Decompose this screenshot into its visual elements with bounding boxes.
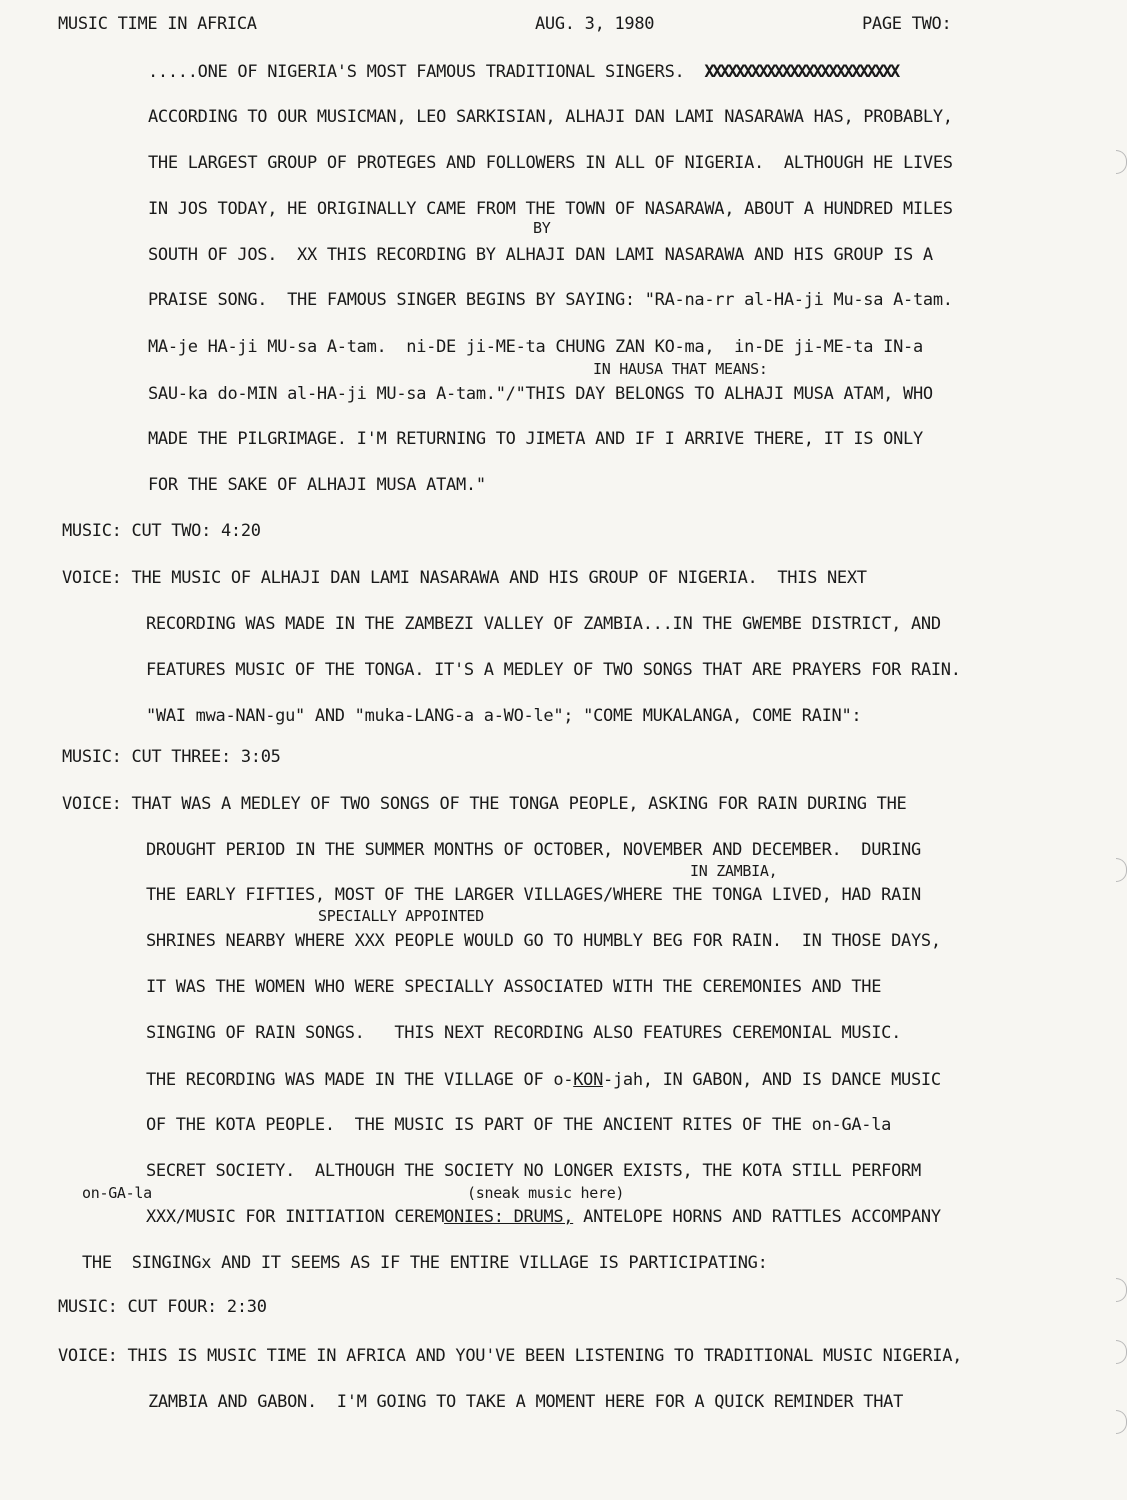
script-line: THE EARLY FIFTIES, MOST OF THE LARGER VILLAGES/WHERE THE TONGA LIVED, HAD RAIN [146, 885, 921, 905]
handwritten-insert: SPECIALLY APPOINTED [318, 907, 484, 925]
binder-hole-mark [1116, 1340, 1127, 1364]
script-line: IN JOS TODAY, HE ORIGINALLY CAME FROM THE TOWN OF NASARAWA, ABOUT A HUNDRED MILES [148, 199, 953, 219]
script-line: SINGING OF RAIN SONGS. THIS NEXT RECORDING ALSO FEATURES CEREMONIAL MUSIC. [146, 1023, 902, 1043]
script-line: DROUGHT PERIOD IN THE SUMMER MONTHS OF OCTOBER, NOVEMBER AND DECEMBER. DURING [146, 840, 921, 860]
script-line: THE RECORDING WAS MADE IN THE VILLAGE OF o-KON-jah, IN GABON, AND IS DANCE MUSIC [146, 1070, 941, 1090]
script-line: PRAISE SONG. THE FAMOUS SINGER BEGINS BY SAYING: "RA-na-rr al-HA-ji Mu-sa A-tam. [148, 290, 953, 310]
script-line: THE LARGEST GROUP OF PROTEGES AND FOLLOWERS IN ALL OF NIGERIA. ALTHOUGH HE LIVES [148, 153, 953, 173]
script-line: SOUTH OF JOS. XX THIS RECORDING BY ALHAJI DAN LAMI NASARAWA AND HIS GROUP IS A [148, 245, 933, 265]
underlined-text: ONIES: DRUMS, [444, 1207, 574, 1227]
binder-hole-mark [1116, 858, 1127, 882]
script-line: FOR THE SAKE OF ALHAJI MUSA ATAM." [148, 475, 486, 495]
cue-music: MUSIC: CUT TWO: 4:20 [62, 521, 261, 541]
script-line: RECORDING WAS MADE IN THE ZAMBEZI VALLEY OF ZAMBIA...IN THE GWEMBE DISTRICT, AND [146, 614, 941, 634]
handwritten-insert: BY [533, 219, 551, 237]
script-line: XXX/MUSIC FOR INITIATION CEREMONIES: DRUMS, ANTELOPE HORNS AND RATTLES ACCOMPANY [146, 1207, 941, 1227]
underlined-text: KON [573, 1070, 604, 1090]
handwritten-insert-left: on-GA-la [82, 1184, 152, 1202]
binder-hole-mark [1116, 1410, 1127, 1434]
cue-voice: VOICE: THIS IS MUSIC TIME IN AFRICA AND YOU'VE BEEN LISTENING TO TRADITIONAL MUSIC NIGERIA, [58, 1346, 963, 1366]
script-line: ZAMBIA AND GABON. I'M GOING TO TAKE A MOMENT HERE FOR A QUICK REMINDER THAT [148, 1392, 904, 1412]
program-title: MUSIC TIME IN AFRICA [58, 14, 257, 34]
script-line: MADE THE PILGRIMAGE. I'M RETURNING TO JIMETA AND IF I ARRIVE THERE, IT IS ONLY [148, 429, 923, 449]
script-line: THE SINGINGx AND IT SEEMS AS IF THE ENTIRE VILLAGE IS PARTICIPATING: [82, 1253, 768, 1273]
handwritten-insert: IN HAUSA THAT MEANS: [593, 360, 768, 378]
handwritten-insert: IN ZAMBIA, [690, 862, 778, 880]
cue-label: MUSIC: [58, 1297, 118, 1317]
cue-label: VOICE: [58, 1346, 118, 1366]
cue-label: MUSIC: [62, 521, 122, 541]
script-line: .....ONE OF NIGERIA'S MOST FAMOUS TRADITIONAL SINGERS. XXXXXXXXXXXXXXXXXXXXXXXXX [148, 62, 898, 82]
cue-voice: VOICE: THAT WAS A MEDLEY OF TWO SONGS OF THE TONGA PEOPLE, ASKING FOR RAIN DURING THE [62, 794, 907, 814]
cue-music: MUSIC: CUT THREE: 3:05 [62, 747, 281, 767]
script-line: SAU-ka do-MIN al-HA-ji MU-sa A-tam."/"THIS DAY BELONGS TO ALHAJI MUSA ATAM, WHO [148, 384, 933, 404]
cue-voice: VOICE: THE MUSIC OF ALHAJI DAN LAMI NASARAWA AND HIS GROUP OF NIGERIA. THIS NEXT [62, 568, 867, 588]
cue-label: VOICE: [62, 568, 122, 588]
script-line: SHRINES NEARBY WHERE XXX PEOPLE WOULD GO TO HUMBLY BEG FOR RAIN. IN THOSE DAYS, [146, 931, 941, 951]
page-number: PAGE TWO: [862, 14, 952, 34]
script-line: IT WAS THE WOMEN WHO WERE SPECIALLY ASSOCIATED WITH THE CEREMONIES AND THE [146, 977, 882, 997]
handwritten-insert-left: THE [82, 1253, 112, 1273]
script-line: "WAI mwa-NAN-gu" AND "muka-LANG-a a-WO-le"; "COME MUKALANGA, COME RAIN": [146, 706, 862, 726]
cue-label: VOICE: [62, 794, 122, 814]
script-line: ACCORDING TO OUR MUSICMAN, LEO SARKISIAN, ALHAJI DAN LAMI NASARAWA HAS, PROBABLY, [148, 107, 953, 127]
cue-music: MUSIC: CUT FOUR: 2:30 [58, 1297, 267, 1317]
handwritten-insert: (sneak music here) [467, 1184, 625, 1202]
script-line: SECRET SOCIETY. ALTHOUGH THE SOCIETY NO LONGER EXISTS, THE KOTA STILL PERFORM [146, 1161, 921, 1181]
script-line: FEATURES MUSIC OF THE TONGA. IT'S A MEDLEY OF TWO SONGS THAT ARE PRAYERS FOR RAIN. [146, 660, 961, 680]
script-line: OF THE KOTA PEOPLE. THE MUSIC IS PART OF THE ANCIENT RITES OF THE on-GA-la [146, 1115, 892, 1135]
cue-label: MUSIC: [62, 747, 122, 767]
binder-hole-mark [1116, 150, 1127, 174]
struck-out-text: XXXXXXXXXXXXXXXXXXXXXXXXX [704, 62, 898, 82]
script-line: MA-je HA-ji MU-sa A-tam. ni-DE ji-ME-ta CHUNG ZAN KO-ma, in-DE ji-ME-ta IN-a [148, 337, 923, 357]
document-date: AUG. 3, 1980 [535, 14, 655, 34]
binder-hole-mark [1116, 1278, 1127, 1302]
